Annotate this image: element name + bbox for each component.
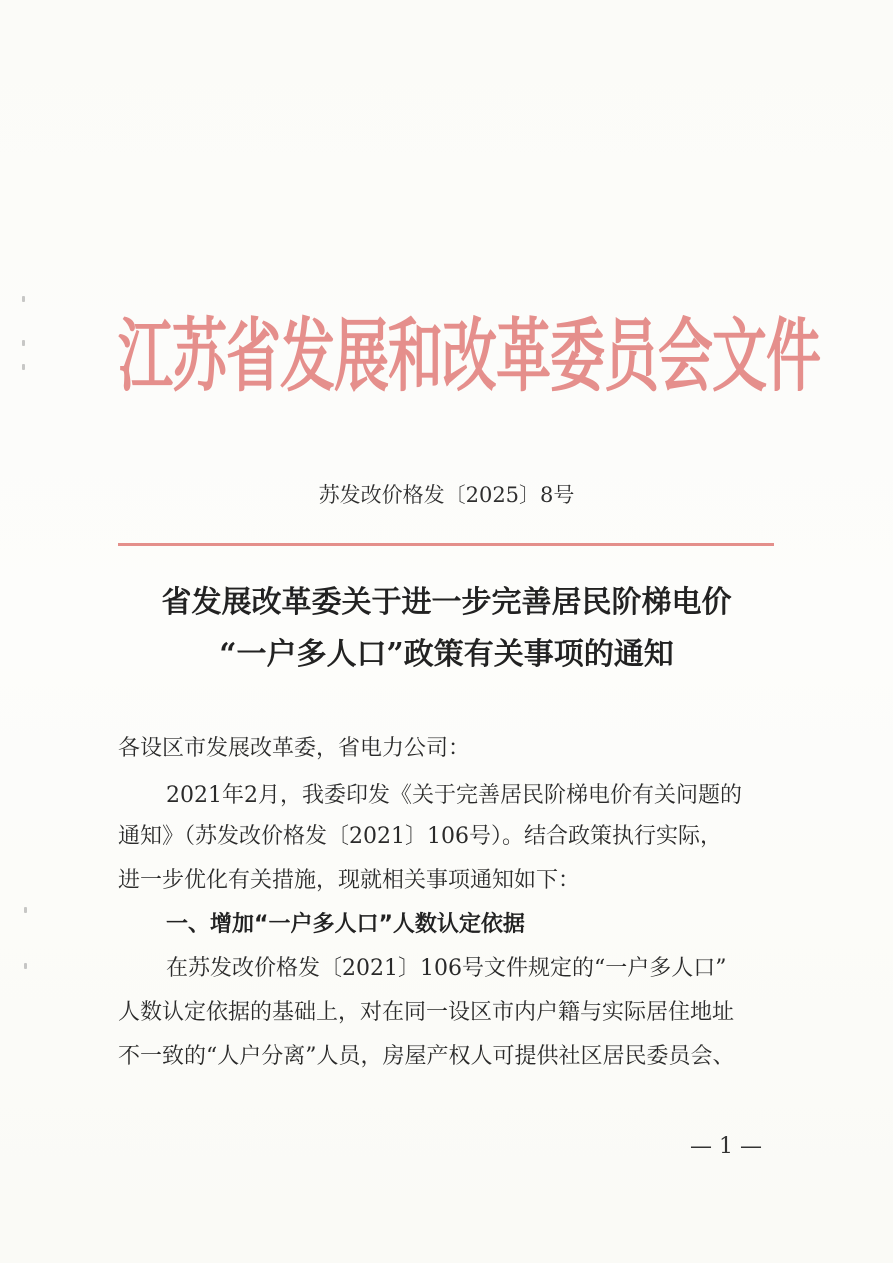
scan-artifact: [24, 907, 27, 913]
scan-artifact: [22, 364, 25, 370]
paragraph-line: 进一步优化有关措施，现就相关事项通知如下：: [118, 868, 581, 893]
document-number: 苏发改价格发〔2025〕8号: [318, 483, 575, 507]
paragraph-line: 2021年2月，我委印发《关于完善居民阶梯电价有关问题的: [166, 783, 742, 808]
section-heading: 一、增加“一户多人口”人数认定依据: [166, 912, 525, 937]
paragraph-line: 在苏发改价格发〔2021〕106号文件规定的“一户多人口”: [166, 956, 727, 981]
document-title-line-2: “一户多人口”政策有关事项的通知: [219, 637, 674, 672]
document-masthead: 江苏省发展和改革委员会文件: [118, 309, 821, 403]
scan-artifact: [22, 340, 25, 346]
salutation: 各设区市发展改革委，省电力公司：: [118, 736, 471, 761]
red-divider-line: [118, 543, 774, 546]
scan-artifact: [24, 963, 27, 969]
document-title-line-1: 省发展改革委关于进一步完善居民阶梯电价: [161, 585, 732, 620]
page-number: — 1 —: [690, 1134, 762, 1159]
paragraph-line: 通知》（苏发改价格发〔2021〕106号）。结合政策执行实际，: [118, 824, 722, 849]
paragraph-line: 不一致的“人户分离”人员，房屋产权人可提供社区居民委员会、: [118, 1044, 735, 1069]
scan-artifact: [22, 296, 25, 302]
paragraph-line: 人数认定依据的基础上，对在同一设区市内户籍与实际居住地址: [118, 1000, 735, 1025]
